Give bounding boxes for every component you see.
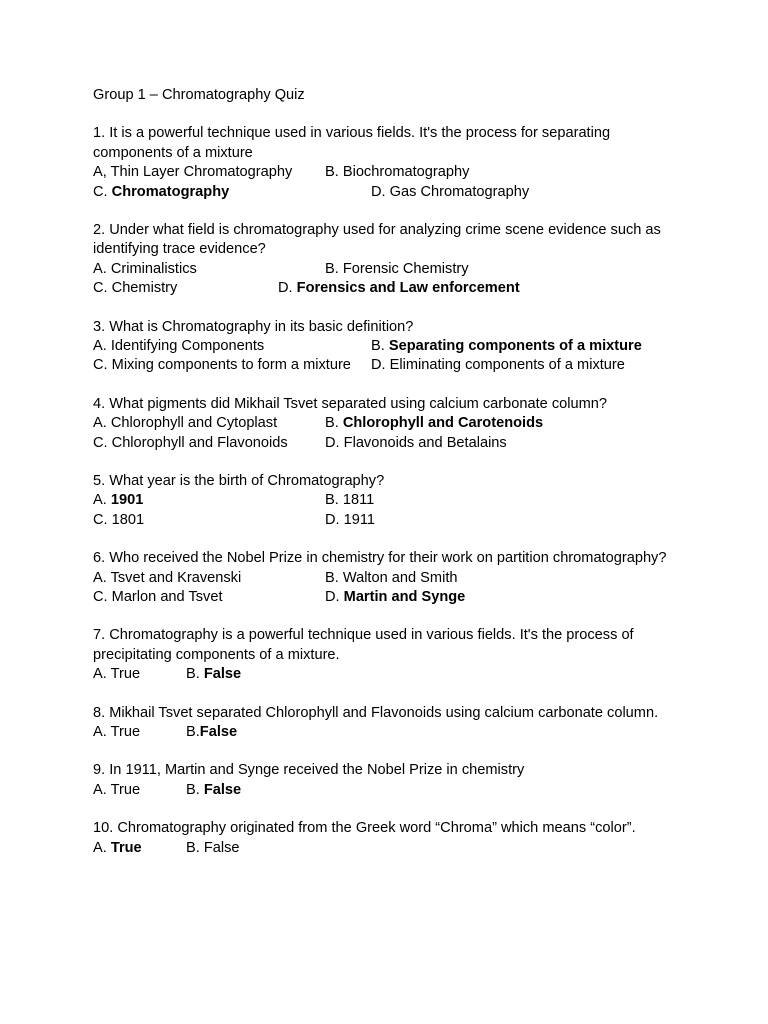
option-text: Walton and Smith [342,569,458,586]
option-text: Biochromatography [342,164,470,181]
document-title: Group 1 – Chromatography Quiz [93,87,305,103]
option-a [93,839,142,858]
option-text: Chemistry [111,280,178,297]
correct-answer: False [203,781,242,798]
option-b [186,665,241,684]
option-letter: D. [371,183,390,200]
question-4 [93,395,693,453]
option-row [93,183,693,202]
question-9 [93,761,693,800]
option-b [325,414,543,433]
option-text: Thin Layer Chromatography [110,164,293,181]
option-text: Eliminating components of a mixture [389,357,625,374]
option-letter: C. [93,183,112,200]
option-a [93,491,143,510]
question-text: 5. What year is the birth of Chromatography? [93,472,385,489]
question-8 [93,704,693,743]
option-letter: A. [93,839,111,856]
option-row [93,569,693,588]
option-row [93,511,693,530]
option-b [371,337,642,356]
question-text: 7. Chromatography is a powerful technique used in various fields. It's the process of precipitating components of a mixture. [93,627,634,663]
correct-answer: Martin and Synge [343,588,466,605]
question-10 [93,819,693,858]
question-7 [93,626,693,684]
option-letter: D. [325,434,344,451]
option-row [93,665,693,684]
option-text: Criminalistics [110,260,197,277]
option-b [325,569,457,588]
option-text: True [110,781,141,798]
correct-answer: Forensics and Law enforcement [296,280,520,297]
option-row [93,723,693,742]
option-text: 1911 [343,511,376,528]
option-text: Chlorophyll and Cytoplast [110,415,278,432]
option-a [93,665,140,684]
question-text: 1. It is a powerful technique used in various fields. It's the process for separating components of a mixture [93,125,611,161]
option-letter: B. [325,569,343,586]
question-text: 4. What pigments did Mikhail Tsvet separated using calcium carbonate column? [93,395,608,412]
option-row [93,414,693,433]
option-letter: C. [93,588,112,605]
option-text: Gas Chromatography [389,183,530,200]
option-text: Mixing components to form a mixture [111,357,351,374]
option-letter: A. [93,260,111,277]
correct-answer: Separating components of a mixture [388,338,642,354]
question-text: 3. What is Chromatography in its basic definition? [93,318,414,335]
option-c [93,511,144,530]
question-text: 2. Under what field is chromatography used for analyzing crime scene evidence such as identifying trace evidence? [93,222,661,258]
option-letter: B. [325,492,343,509]
option-d [325,434,507,453]
option-text: Chlorophyll and Flavonoids [111,434,288,451]
option-row [93,434,693,453]
option-text: Marlon and Tsvet [111,588,223,605]
option-text: 1801 [111,511,145,528]
option-letter: B. [186,781,204,798]
option-b [325,491,374,510]
option-letter: C. [93,511,112,528]
option-c [93,588,223,607]
option-row [93,163,693,182]
option-a [93,723,140,742]
option-b [186,839,240,858]
option-b [186,781,241,800]
option-a [93,163,292,182]
question-1 [93,124,693,202]
option-row [93,279,693,298]
option-letter: C. [93,280,112,297]
question-5 [93,472,693,530]
option-text: Identifying Components [110,338,265,354]
option-letter: D. [278,280,297,297]
option-d [371,356,625,375]
option-row [93,781,693,800]
option-row [93,588,693,607]
option-a [93,569,241,588]
option-letter: A. [93,338,111,354]
option-letter: B. [186,723,200,740]
option-row [93,337,693,356]
correct-answer: Chromatography [111,183,230,200]
option-c [93,434,288,453]
option-text: 1811 [342,492,375,509]
correct-answer: False [203,666,242,683]
question-text: 6. Who received the Nobel Prize in chemistry for their work on partition chromatography? [93,550,667,567]
option-letter: B. [325,260,343,277]
option-a [93,781,140,800]
option-text: Flavonoids and Betalains [343,434,507,451]
option-letter: B. [186,839,204,856]
option-text: False [203,839,240,856]
option-d [278,279,520,298]
option-text: True [110,723,141,740]
correct-answer: True [110,839,142,856]
option-letter: A. [93,666,111,683]
option-letter: A. [93,415,111,432]
option-letter: A. [93,492,111,509]
option-letter: A, [93,164,111,181]
option-b [325,260,469,279]
option-letter: B. [325,164,343,181]
question-6 [93,549,693,607]
option-c [93,356,351,375]
option-row [93,491,693,510]
option-row [93,260,693,279]
option-c [93,183,229,202]
option-b [325,163,469,182]
option-letter: C. [93,357,112,374]
option-row [93,356,693,375]
question-text: 8. Mikhail Tsvet separated Chlorophyll and Flavonoids using calcium carbonate column. [93,704,659,721]
option-letter: B. [186,666,204,683]
option-letter: B. [325,415,343,432]
option-b [186,723,237,742]
correct-answer: 1901 [110,492,144,509]
option-a [93,414,277,433]
option-letter: D. [371,357,390,374]
option-text: Forensic Chemistry [342,260,469,277]
option-row [93,839,693,858]
quiz-document [93,86,693,877]
question-text: 10. Chromatography originated from the Greek word “Chroma” which means “color”. [93,820,636,837]
question-3 [93,318,693,376]
option-letter: B. [371,338,389,354]
option-text: Tsvet and Kravenski [110,569,242,586]
option-letter: A. [93,569,111,586]
option-letter: A. [93,723,111,740]
question-2 [93,221,693,299]
option-text: True [110,666,141,683]
option-letter: D. [325,511,344,528]
correct-answer: False [199,723,238,740]
option-a [93,260,197,279]
option-a [93,337,264,356]
option-letter: D. [325,588,344,605]
option-d [325,588,465,607]
option-d [325,511,375,530]
option-letter: A. [93,781,111,798]
question-text: 9. In 1911, Martin and Synge received the Nobel Prize in chemistry [93,762,525,779]
option-c [93,279,177,298]
correct-answer: Chlorophyll and Carotenoids [342,415,544,432]
option-letter: C. [93,434,112,451]
option-d [371,183,529,202]
